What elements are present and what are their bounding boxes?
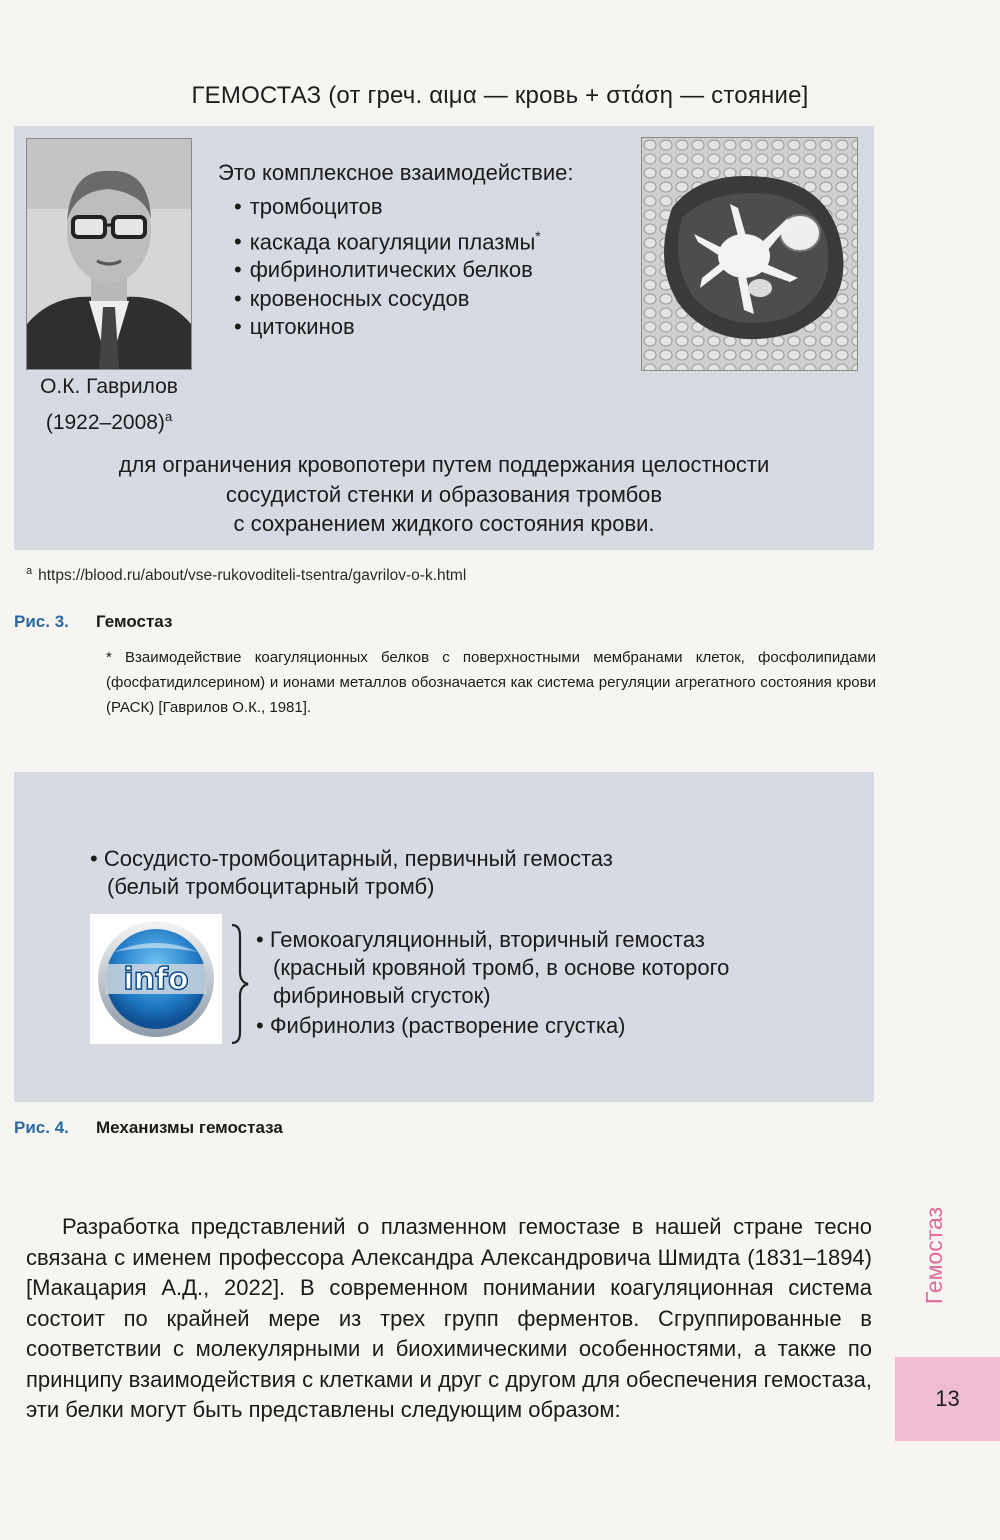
purpose-line: сосудистой стенки и образования тромбов [225,481,663,507]
portrait-illustration [27,139,191,369]
curly-brace-icon [226,922,252,1046]
list-item: • кровеносных сосудов [234,285,541,314]
figure4-number: Рис. 4. [14,1118,69,1137]
list-item: • каскада коагуляции плазмы* [234,222,541,257]
body-paragraph: Разработка представлений о плазменном гемостазе в нашей стране тесно связана с именем профессора Александра Александровича Шмидта (1831–1894) [Макацария А.Д., 2022]. В современном понимании коагуляционная система состоит по крайней мере из трех групп ферментов. Сгруппированные в соответствии с молекулярными и биохимическими особенностями, а также по принципу взаимодействия с клетками и друг с другом для обеспечения гемостаза, эти белки могут быть представлены следующим образом: [26,1214,872,1422]
micrograph-image [641,137,858,371]
figure3-caption [14,612,172,632]
asterisk-marker: * [535,227,541,244]
portrait-caption [14,372,204,438]
figure4-title: Механизмы гемостаза [96,1118,283,1137]
list-item: • тромбоцитов [234,193,541,222]
portrait-photo [26,138,192,370]
figure3-component-list [234,193,541,342]
figure3-note: * Взаимодействие коагуляционных белков с поверхностными мембранами клеток, фосфолипидами (фосфатидилсерином) и ионами металлов обозначается как система регуляции агрегатного состояния крови (РАСК) [Гаврилов О.К., 1981]. [106,649,876,716]
fibrinolysis-item: • Фибринолиз (растворение сгустка) [256,1013,626,1038]
portrait-years-line [14,402,204,438]
figure3-header: ГЕМОСТАЗ (от греч. αιμα — кровь + στάση — стояние] [191,82,809,109]
info-badge-graphic [90,914,222,1044]
platelet-micrograph [642,138,857,370]
purpose-line: с сохранением жидкого состояния крови. [233,511,655,536]
portrait-name: О.К. Гаврилов [40,375,178,398]
portrait-years: (1922–2008) [45,411,165,434]
list-item: • фибринолитических белков [234,256,541,285]
figure3-purpose [14,450,874,539]
footnote-marker: a [26,565,33,577]
purpose-line: для ограничения кровопотери путем поддержания целостности [118,452,770,477]
figure4-caption [14,1118,283,1138]
figure3-number: Рис. 3. [14,612,69,631]
info-icon [90,914,222,1044]
primary-hemostasis: • Сосудисто-тромбоцитарный, первичный гемостаз (белый тромбоцитарный тромб) [90,846,613,899]
source-footnote [26,565,466,585]
chapter-title: Гемостаз [921,1206,948,1304]
page-number: 13 [895,1357,1000,1441]
portrait-footnote-marker: а [164,409,173,424]
secondary-hemostasis: • Гемокоагуляционный, вторичный гемостаз (красный кровяной тромб, в основе которого фибриновый сгусток) [256,927,730,1008]
list-item: • цитокинов [234,313,541,342]
info-label: info [123,962,189,997]
figure3-title: Гемостаз [96,612,173,631]
figure3-intro: Это комплексное взаимодействие: [218,160,574,185]
chapter-side-label [880,1165,990,1345]
footnote-url[interactable]: https://blood.ru/about/vse-rukovoditeli-tsentra/gavrilov-o-k.html [38,567,467,585]
